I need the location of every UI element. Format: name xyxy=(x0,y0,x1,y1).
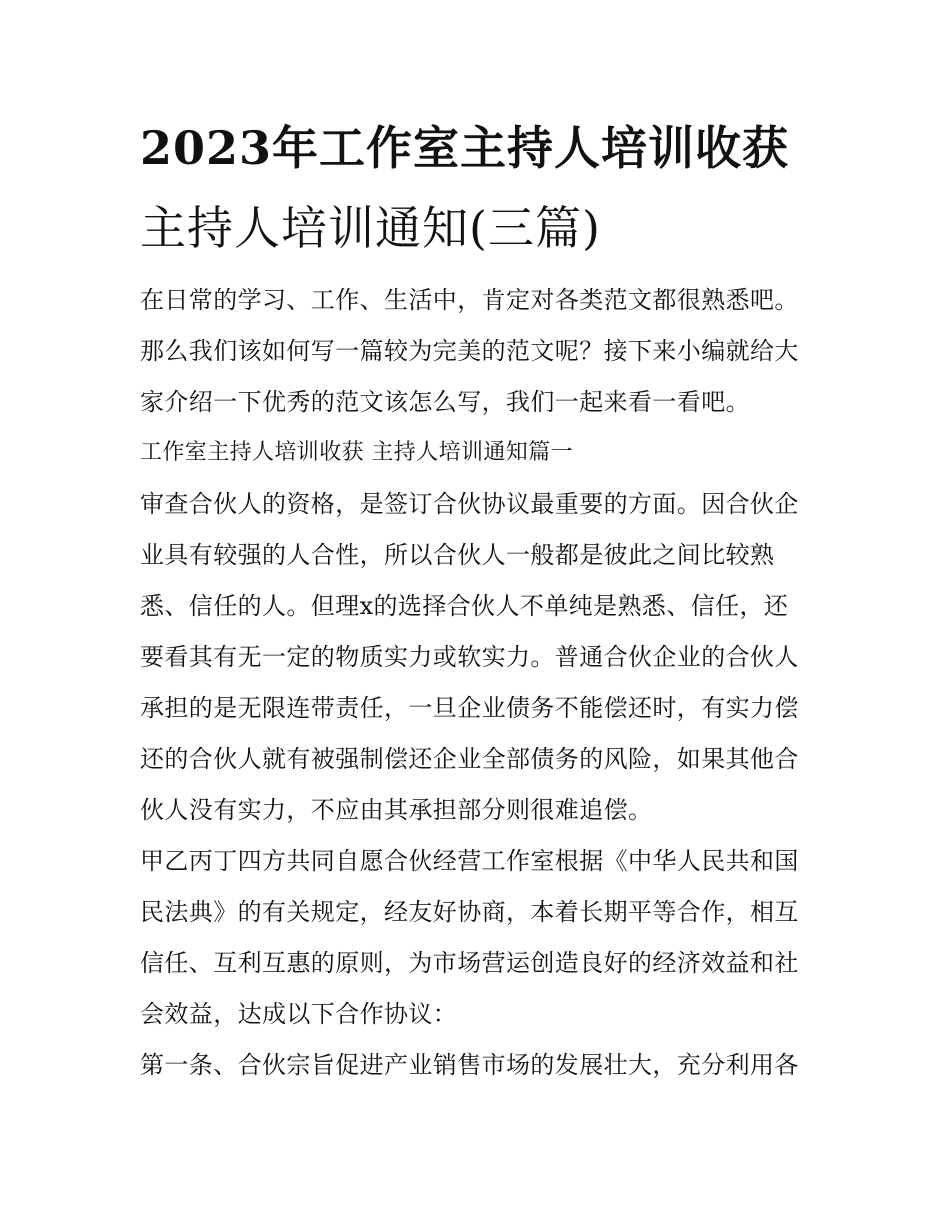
document-title-line-1: 2023年工作室主持人培训收获 xyxy=(140,121,790,175)
body-line: 那么我们该如何写一篇较为完美的范文呢？接下来小编就给大 xyxy=(140,337,799,365)
body-line: 家介绍一下优秀的范文该怎么写，我们一起来看一看吧。 xyxy=(140,388,750,416)
body-line: 悉、信任的人。但理x的选择合伙人不单纯是熟悉、信任，还 xyxy=(140,592,789,620)
body-line: 业具有较强的人合性，所以合伙人一般都是彼此之间比较熟 xyxy=(140,541,775,569)
body-line: 民法典》的有关规定，经友好协商，本着长期平等合作，相互 xyxy=(140,898,799,926)
body-line: 还的合伙人就有被强制偿还企业全部债务的风险，如果其他合 xyxy=(140,745,799,773)
body-line: 伙人没有实力，不应由其承担部分则很难追偿。 xyxy=(140,796,653,824)
section-heading: 工作室主持人培训收获 主持人培训通知篇一 xyxy=(140,440,573,465)
body-line: 要看其有无一定的物质实力或软实力。普通合伙企业的合伙人 xyxy=(140,643,799,671)
body-line: 信任、互利互惠的原则，为市场营运创造良好的经济效益和社 xyxy=(140,949,799,977)
document-title-line-2: 主持人培训通知(三篇) xyxy=(140,201,601,255)
body-line: 审查合伙人的资格，是签订合伙协议最重要的方面。因合伙企 xyxy=(140,490,799,518)
body-line: 第一条、合伙宗旨促进产业销售市场的发展壮大，充分利用各 xyxy=(140,1051,799,1079)
body-line: 在日常的学习、工作、生活中，肯定对各类范文都很熟悉吧。 xyxy=(140,286,799,314)
body-line: 会效益，达成以下合作协议： xyxy=(140,1000,458,1028)
body-line: 承担的是无限连带责任，一旦企业债务不能偿还时，有实力偿 xyxy=(140,694,799,722)
body-line: 甲乙丙丁四方共同自愿合伙经营工作室根据《中华人民共和国 xyxy=(140,847,799,875)
